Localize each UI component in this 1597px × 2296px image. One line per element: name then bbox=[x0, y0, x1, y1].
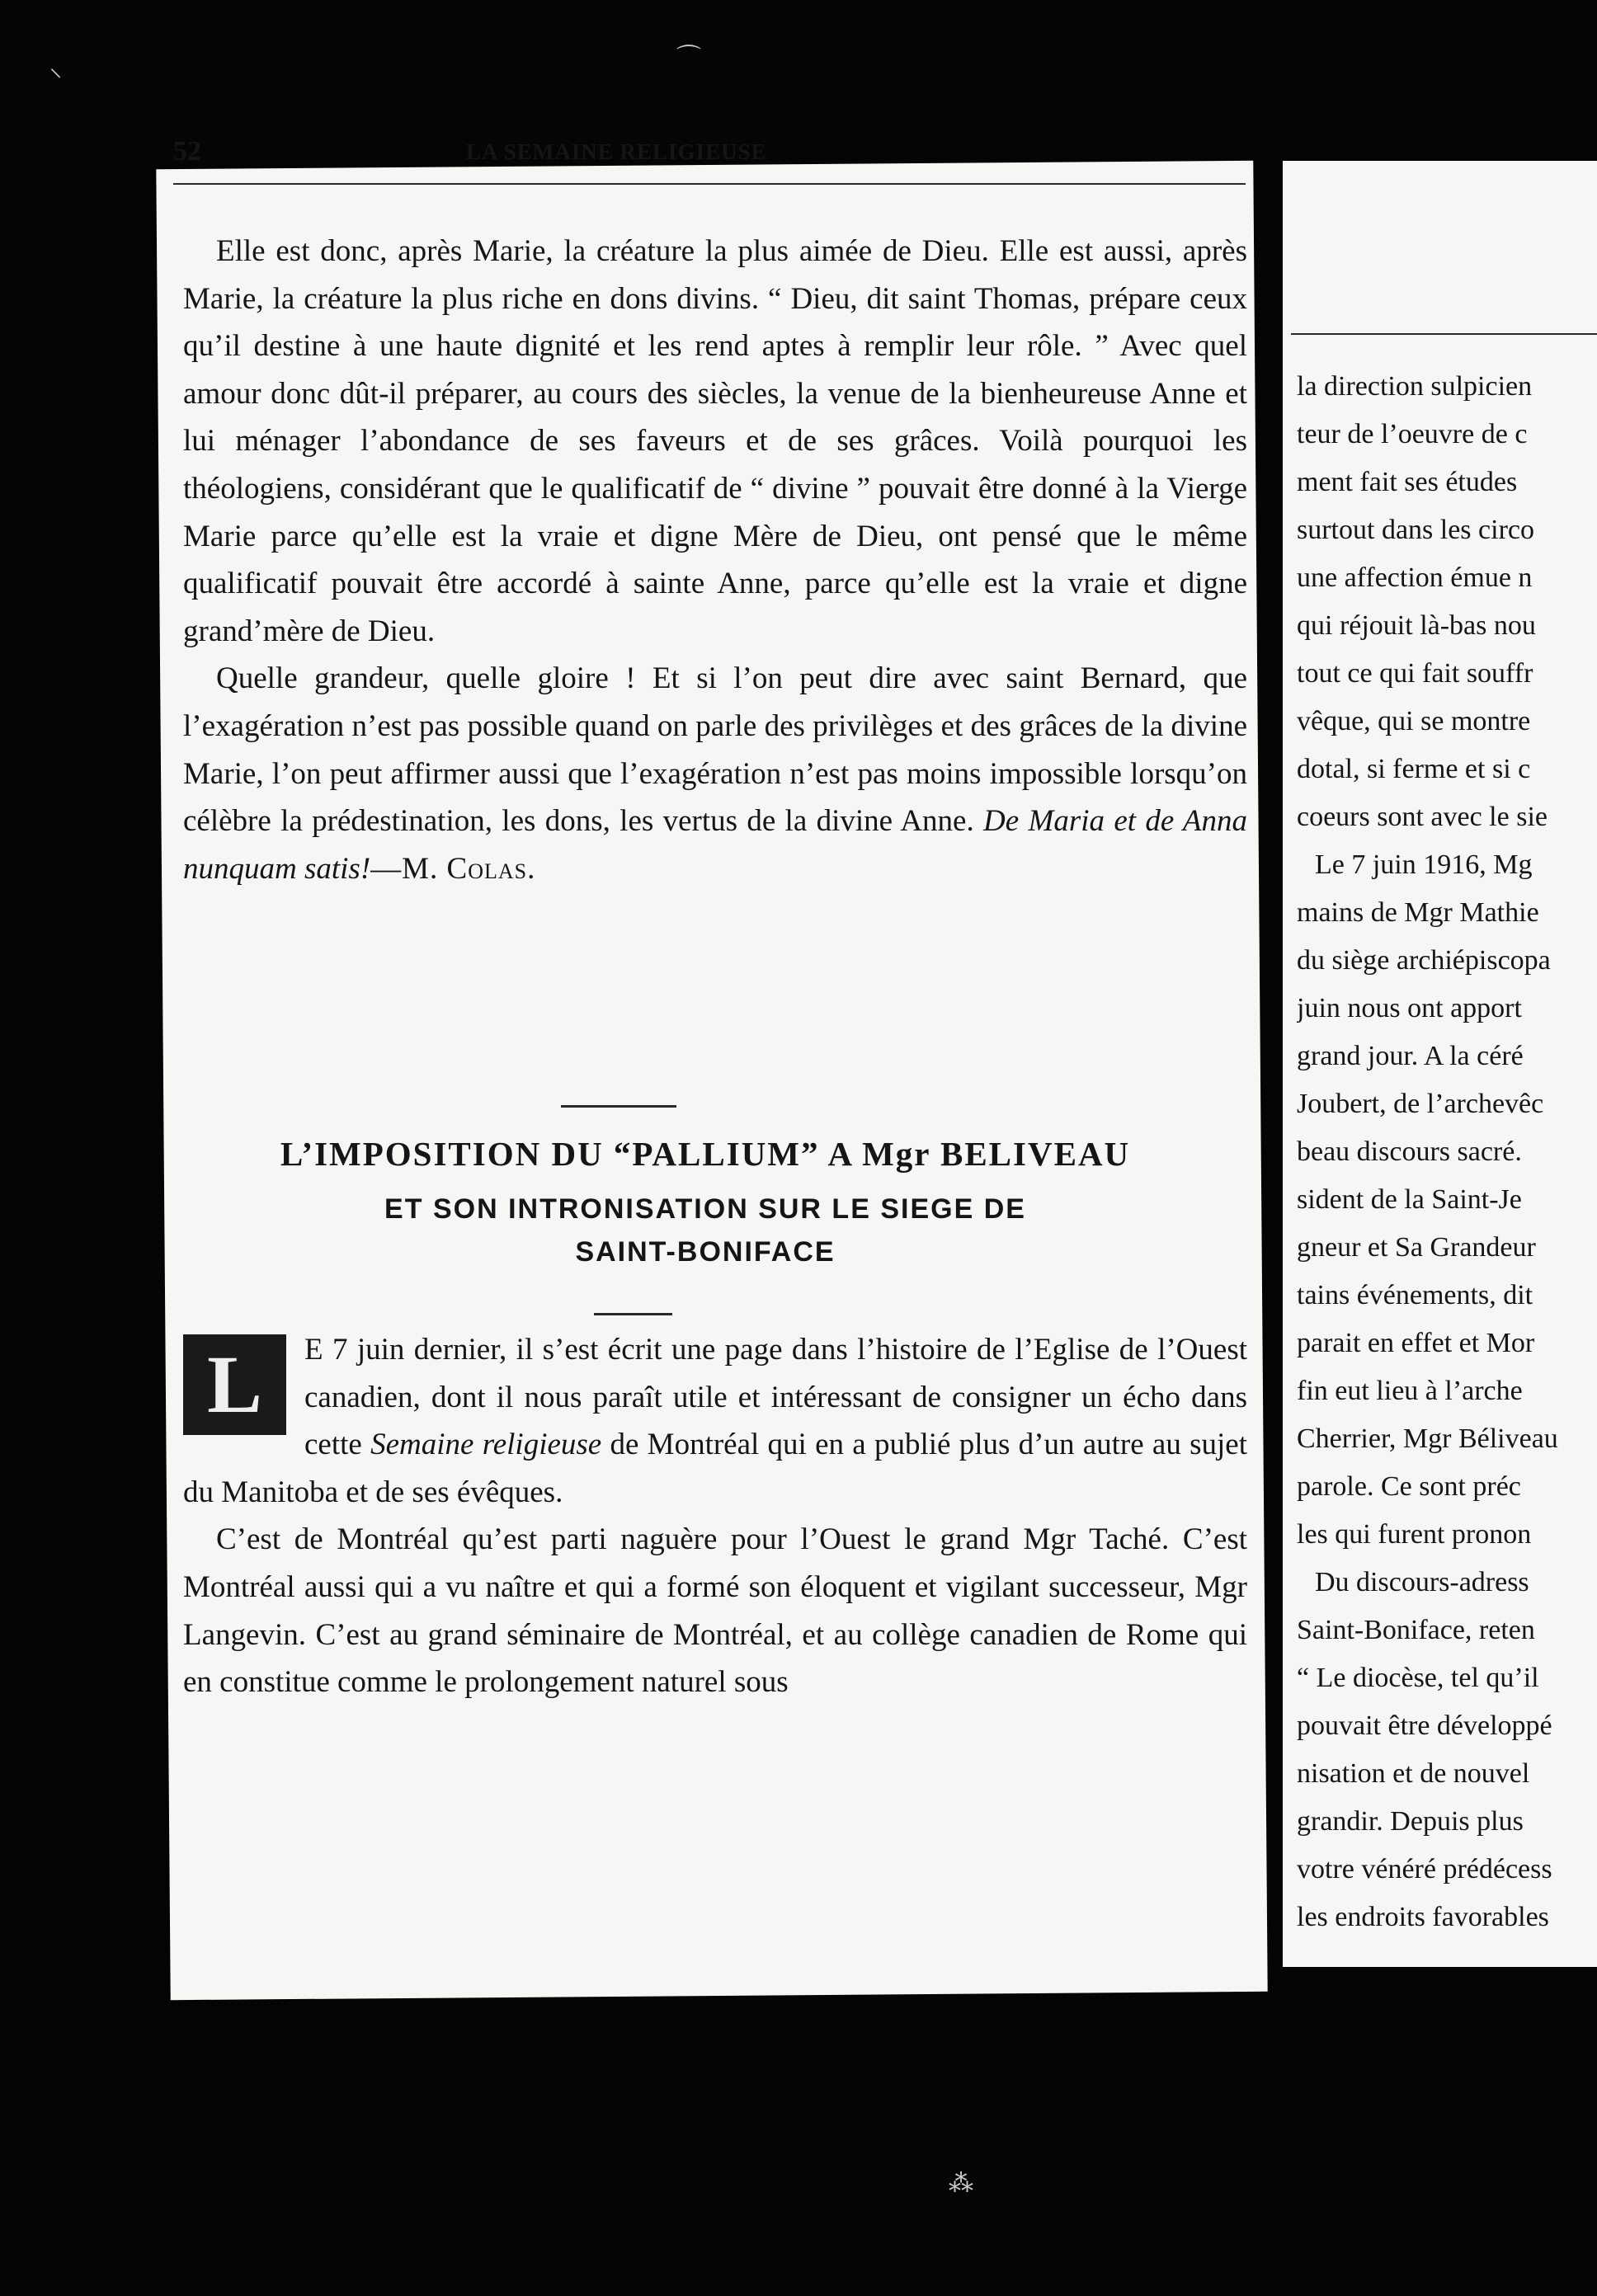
right-page-line: les qui furent pronon bbox=[1297, 1519, 1532, 1550]
drop-cap: L bbox=[183, 1334, 286, 1435]
right-page-line: une affection émue n bbox=[1297, 562, 1533, 593]
right-page-line: votre vénéré prédécess bbox=[1297, 1854, 1552, 1884]
right-page-line: Le 7 juin 1916, Mg bbox=[1315, 849, 1533, 880]
section-separator bbox=[561, 1105, 676, 1108]
paragraph-3 bbox=[183, 1326, 1247, 1516]
right-page-line: ment fait ses études bbox=[1297, 467, 1518, 497]
right-page-line: surtout dans les circo bbox=[1297, 515, 1534, 545]
right-page-line: tout ce qui fait souffr bbox=[1297, 658, 1533, 689]
right-page-line: Joubert, de l’archevêc bbox=[1297, 1089, 1544, 1119]
article-subtitle-line-1: ET SON INTRONISATION SUR LE SIEGE DE bbox=[384, 1193, 1026, 1225]
right-page-line: sident de la Saint-Je bbox=[1297, 1184, 1522, 1215]
right-page-line: Du discours-adress bbox=[1315, 1567, 1529, 1597]
scan-speck: ⁂ bbox=[949, 2170, 973, 2197]
paragraph-3-b: de Montréal qui en a publié plus d’un autre au sujet du Manitoba et de ses évêques. bbox=[183, 1428, 1247, 1509]
right-page-line: grandir. Depuis plus bbox=[1297, 1806, 1524, 1837]
right-page-line: pouvait être développé bbox=[1297, 1710, 1552, 1741]
running-title: LA SEMAINE RELIGIEUSE bbox=[466, 139, 767, 164]
article-subtitle bbox=[194, 1188, 1217, 1273]
right-page-line: la direction sulpicien bbox=[1297, 371, 1533, 402]
paragraph-2 bbox=[183, 655, 1247, 892]
right-page-line: gneur et Sa Grandeur bbox=[1297, 1232, 1536, 1263]
article-title: L’IMPOSITION DU “PALLIUM” A Mgr BELIVEAU bbox=[280, 1135, 1131, 1173]
right-page-line: “ Le diocèse, tel qu’il bbox=[1297, 1663, 1539, 1693]
latin-quote: De Maria et de Anna nunquam satis! bbox=[183, 804, 1248, 886]
right-page-line: Saint-Boniface, reten bbox=[1297, 1615, 1535, 1645]
scan-speck: ⌒ bbox=[676, 45, 701, 72]
right-page-line: grand jour. A la céré bbox=[1297, 1041, 1524, 1071]
page-number: 52 bbox=[173, 136, 201, 167]
right-page-line: les endroits favorables bbox=[1297, 1902, 1549, 1932]
right-page-line: coeurs sont avec le sie bbox=[1297, 802, 1548, 832]
right-page-text bbox=[1297, 363, 1597, 1941]
right-page-line: teur de l’oeuvre de c bbox=[1297, 419, 1528, 449]
header-rule bbox=[173, 183, 1246, 185]
right-page-line: parole. Ce sont préc bbox=[1297, 1471, 1521, 1502]
scan-speck: ⸜ bbox=[49, 54, 62, 82]
right-page-line: vêque, qui se montre bbox=[1297, 706, 1531, 736]
page-header bbox=[173, 136, 1246, 186]
right-page-line: beau discours sacré. bbox=[1297, 1136, 1522, 1167]
left-body-text bbox=[183, 228, 1247, 892]
paragraph-3-italic: Semaine religieuse bbox=[370, 1428, 602, 1462]
right-header-rule bbox=[1291, 333, 1597, 335]
paragraph-1: Elle est donc, après Marie, la créature la plus aimée de Dieu. Elle est aussi, après Marie, la créature la plus riche en dons divins. “ Dieu, dit saint Thomas, prépare ceux qu’il destine à une haute dignité et les rend aptes à remplir leur rôle. ” Avec quel amour donc dût-il préparer, au cours des siècles, la venue de la bienheureuse Anne et lui ménager l’abondance de ses faveurs et de ses grâces. Voilà pourquoi les théologiens, considérant que le qualificatif de “ divine ” pouvait être donné à la Vierge Marie parce qu’elle est la vraie et digne Mère de Dieu, ont pensé que le même qualificatif pouvait être accordé à sainte Anne, parce qu’elle est la vraie et digne grand’mère de Dieu. bbox=[183, 234, 1247, 648]
article-subtitle-line-2: SAINT-BONIFACE bbox=[575, 1236, 836, 1268]
signature: —M. Colas. bbox=[370, 851, 536, 886]
article-body-text bbox=[183, 1326, 1247, 1706]
paragraph-3-a: E 7 juin dernier, il s’est écrit une page dans l’histoire de l’Eglise de l’Ouest canadien, dont il nous paraît utile et intéressant de consigner un écho dans cette bbox=[304, 1333, 1247, 1462]
right-page-line: du siège archiépiscopa bbox=[1297, 945, 1551, 976]
right-page-line: fin eut lieu à l’arche bbox=[1297, 1376, 1523, 1406]
paragraph-4: C’est de Montréal qu’est parti naguère pour l’Ouest le grand Mgr Taché. C’est Montréal aussi qui a vu naître et qui a formé son éloquent et vigilant successeur, Mgr Langevin. C’est au grand séminaire de Montréal, et au collège canadien de Rome qui en constitue comme le prolongement naturel sous bbox=[183, 1522, 1247, 1700]
right-page-line: Cherrier, Mgr Béliveau bbox=[1297, 1423, 1558, 1454]
right-page-line: juin nous ont apport bbox=[1297, 993, 1522, 1023]
title-separator bbox=[594, 1313, 672, 1315]
right-page-line: parait en effet et Mor bbox=[1297, 1328, 1535, 1358]
right-page-line: tains événements, dit bbox=[1297, 1280, 1533, 1310]
right-page-line: dotal, si ferme et si c bbox=[1297, 754, 1531, 784]
right-page-line: nisation et de nouvel bbox=[1297, 1758, 1530, 1789]
paragraph-2-text: Quelle grandeur, quelle gloire ! Et si l’on peut dire avec saint Bernard, que l’exagération n’est pas possible quand on parle des privilèges et des grâces de la divine Marie, l’on peut affirmer aussi que l’exagération n’est pas moins impossible lorsqu’on célèbre la prédestination, les dons, les vertus de la divine Anne. bbox=[183, 661, 1247, 839]
right-page-line: mains de Mgr Mathie bbox=[1297, 897, 1539, 928]
right-page-line: qui réjouit là-bas nou bbox=[1297, 610, 1536, 641]
